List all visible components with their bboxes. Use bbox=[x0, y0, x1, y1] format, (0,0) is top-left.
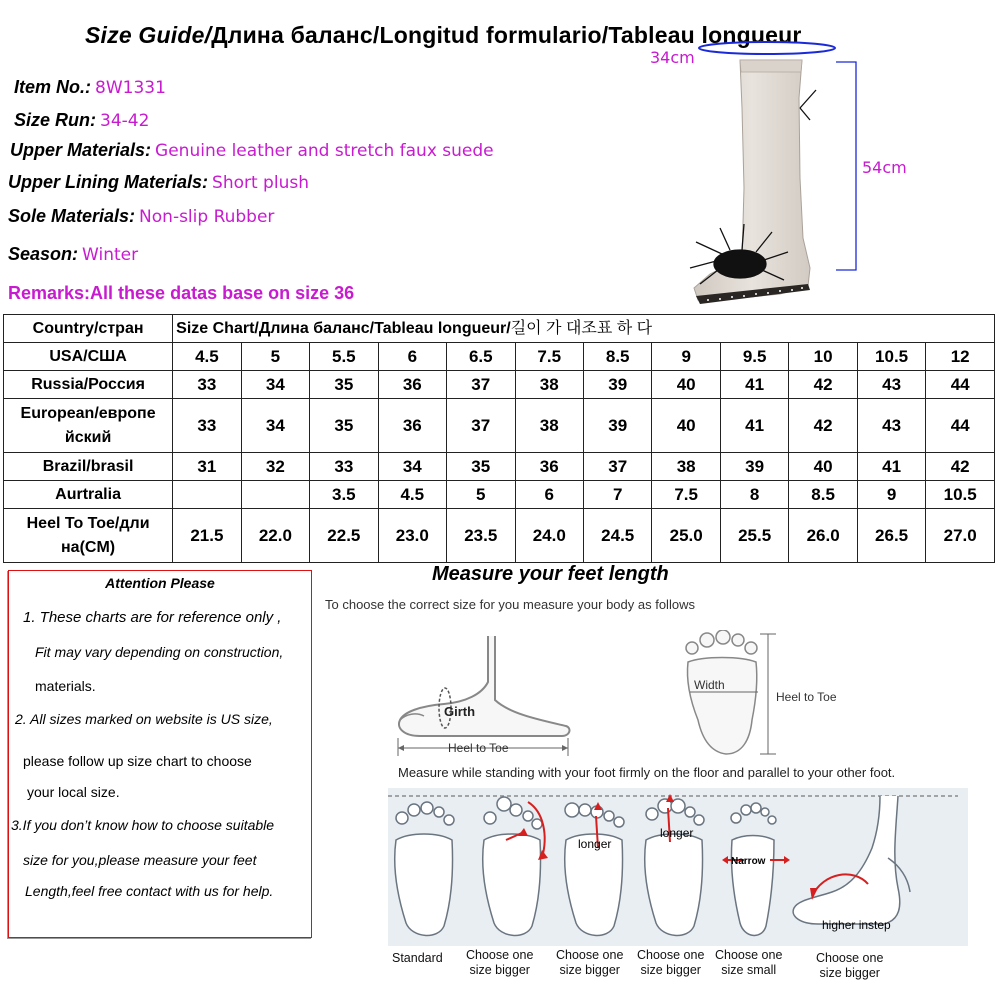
table-row bbox=[4, 509, 995, 563]
table-cell: 38 bbox=[515, 371, 583, 399]
remarks-text: Remarks:All these datas base on size 36 bbox=[8, 283, 355, 303]
attention-line: materials. bbox=[35, 678, 96, 694]
table-cell: 42 bbox=[789, 399, 857, 453]
table-row bbox=[4, 453, 995, 481]
table-cell: 23.5 bbox=[447, 509, 515, 563]
caption-long: Choose one size bigger bbox=[637, 948, 705, 977]
attention-title: Attention Please bbox=[105, 575, 215, 591]
table-cell: 10.5 bbox=[926, 481, 995, 509]
caption-egyptian: Choose one size bigger bbox=[556, 948, 624, 977]
attention-line: Length,feel free contact with us for help. bbox=[25, 883, 274, 899]
row-label-usa: USA/США bbox=[4, 343, 173, 371]
boot-illustration bbox=[660, 38, 870, 316]
table-cell: 37 bbox=[447, 399, 515, 453]
table-cell: 39 bbox=[720, 453, 788, 481]
table-row bbox=[4, 481, 995, 509]
attention-line: your local size. bbox=[27, 784, 120, 800]
table-cell: 41 bbox=[720, 399, 788, 453]
boot-circumference-ellipse bbox=[699, 42, 835, 54]
table-cell: 4.5 bbox=[173, 343, 241, 371]
table-cell: 35 bbox=[310, 399, 378, 453]
table-cell: 9 bbox=[857, 481, 925, 509]
table-cell: 9.5 bbox=[720, 343, 788, 371]
caption-standard: Standard bbox=[392, 951, 443, 965]
narrow-label: Narrow bbox=[731, 856, 766, 867]
table-cell: 6.5 bbox=[447, 343, 515, 371]
table-cell: 5 bbox=[241, 343, 309, 371]
attention-line: please follow up size chart to choose bbox=[23, 753, 252, 769]
table-cell: 41 bbox=[720, 371, 788, 399]
table-cell: 7 bbox=[583, 481, 651, 509]
table-cell: 34 bbox=[378, 453, 446, 481]
girth-label: Girth bbox=[444, 704, 476, 719]
row-label-brazil: Brazil/brasil bbox=[4, 453, 173, 481]
spec-item-no: Item No.: 8W1331 bbox=[14, 77, 166, 98]
attention-line: 2. All sizes marked on website is US size, bbox=[15, 711, 273, 727]
table-cell: 8 bbox=[720, 481, 788, 509]
row-label-russia: Russia/Россия bbox=[4, 371, 173, 399]
page-title: Size Guide/Длина баланс/Longitud formulario/Tableau longueur bbox=[85, 22, 802, 48]
measure-subtitle: To choose the correct size for you measure your body as follows bbox=[325, 597, 695, 612]
table-cell: 35 bbox=[447, 453, 515, 481]
table-cell: 12 bbox=[926, 343, 995, 371]
spec-upper-lining: Upper Lining Materials: Short plush bbox=[8, 172, 309, 193]
table-cell: 31 bbox=[173, 453, 241, 481]
table-cell bbox=[241, 481, 309, 509]
table-cell: 43 bbox=[857, 371, 925, 399]
table-cell: 7.5 bbox=[515, 343, 583, 371]
table-cell: 9 bbox=[652, 343, 720, 371]
table-cell: 33 bbox=[173, 399, 241, 453]
table-cell: 36 bbox=[378, 371, 446, 399]
boot-height-label: 54cm bbox=[862, 158, 907, 177]
table-cell: 37 bbox=[583, 453, 651, 481]
table-cell: 37 bbox=[447, 371, 515, 399]
table-cell: 25.5 bbox=[720, 509, 788, 563]
table-cell: 4.5 bbox=[378, 481, 446, 509]
table-cell: 42 bbox=[789, 371, 857, 399]
spec-sole-materials: Sole Materials: Non-slip Rubber bbox=[8, 206, 275, 227]
attention-box bbox=[8, 570, 312, 938]
table-cell: 44 bbox=[926, 371, 995, 399]
table-cell: 26.5 bbox=[857, 509, 925, 563]
table-cell: 35 bbox=[310, 371, 378, 399]
table-cell: 44 bbox=[926, 399, 995, 453]
attention-line: Fit may vary depending on construction, bbox=[35, 644, 284, 660]
table-cell: 33 bbox=[310, 453, 378, 481]
table-header-row bbox=[4, 315, 995, 343]
spec-upper-materials: Upper Materials: Genuine leather and stretch faux suede bbox=[10, 140, 494, 161]
table-row bbox=[4, 371, 995, 399]
table-cell: 36 bbox=[378, 399, 446, 453]
table-cell: 38 bbox=[515, 399, 583, 453]
spec-size-run: Size Run: 34-42 bbox=[14, 110, 150, 131]
table-cell: 5 bbox=[447, 481, 515, 509]
row-label-australia: Aurtralia bbox=[4, 481, 173, 509]
table-cell: 26.0 bbox=[789, 509, 857, 563]
table-cell: 40 bbox=[789, 453, 857, 481]
table-cell: 33 bbox=[173, 371, 241, 399]
boot-circumference-label: 34cm bbox=[650, 48, 695, 67]
higher-instep-label: higher instep bbox=[822, 918, 891, 932]
row-label-european: European/европе йский bbox=[4, 399, 173, 453]
table-row bbox=[4, 343, 995, 371]
table-cell: 41 bbox=[857, 453, 925, 481]
table-cell: 22.5 bbox=[310, 509, 378, 563]
attention-line: 1. These charts are for reference only , bbox=[23, 609, 282, 626]
table-cell: 40 bbox=[652, 371, 720, 399]
attention-line: 3.If you don’t know how to choose suitable bbox=[11, 817, 275, 833]
table-cell: 39 bbox=[583, 371, 651, 399]
caption-greek: Choose one size bigger bbox=[466, 948, 534, 977]
table-cell: 23.0 bbox=[378, 509, 446, 563]
table-cell: 39 bbox=[583, 399, 651, 453]
table-cell: 10.5 bbox=[857, 343, 925, 371]
table-cell: 22.0 bbox=[241, 509, 309, 563]
measure-note: Measure while standing with your foot firmly on the floor and parallel to your other foot. bbox=[398, 765, 896, 780]
table-cell: 42 bbox=[926, 453, 995, 481]
caption-high-instep: Choose one size bigger bbox=[816, 951, 884, 980]
table-cell: 3.5 bbox=[310, 481, 378, 509]
table-cell: 24.5 bbox=[583, 509, 651, 563]
table-cell: 34 bbox=[241, 399, 309, 453]
table-cell: 5.5 bbox=[310, 343, 378, 371]
table-chart-header: Size Chart/Длина баланс/Tableau longueur/길이 가 대조표 하 다 bbox=[173, 315, 995, 343]
table-cell: 34 bbox=[241, 371, 309, 399]
table-cell: 24.0 bbox=[515, 509, 583, 563]
spec-season: Season: Winter bbox=[8, 244, 139, 265]
table-cell: 36 bbox=[515, 453, 583, 481]
table-corner-cell: Country/стран bbox=[4, 315, 173, 343]
table-cell: 38 bbox=[652, 453, 720, 481]
attention-line: size for you,please measure your feet bbox=[23, 852, 257, 868]
row-label-heel-to-toe: Heel To Toe/дли на(CM) bbox=[4, 509, 173, 563]
table-cell: 32 bbox=[241, 453, 309, 481]
table-cell: 6 bbox=[515, 481, 583, 509]
table-row bbox=[4, 399, 995, 453]
longer-label-1: longer bbox=[578, 837, 612, 851]
heel-to-toe-label: Heel to Toe bbox=[448, 741, 509, 755]
table-cell: 27.0 bbox=[926, 509, 995, 563]
width-label: Width bbox=[694, 678, 725, 692]
table-cell: 43 bbox=[857, 399, 925, 453]
caption-narrow: Choose one size small bbox=[715, 948, 783, 977]
measure-title: Measure your feet length bbox=[432, 563, 669, 585]
table-cell: 8.5 bbox=[583, 343, 651, 371]
table-cell: 7.5 bbox=[652, 481, 720, 509]
table-cell: 10 bbox=[789, 343, 857, 371]
table-cell: 21.5 bbox=[173, 509, 241, 563]
foot-top-diagram bbox=[680, 630, 790, 760]
size-chart-table bbox=[3, 314, 995, 563]
table-cell: 40 bbox=[652, 399, 720, 453]
table-cell: 25.0 bbox=[652, 509, 720, 563]
longer-label-2: longer bbox=[660, 826, 694, 840]
heel-to-toe-label-2: Heel to Toe bbox=[776, 690, 837, 704]
table-cell: 6 bbox=[378, 343, 446, 371]
table-cell: 8.5 bbox=[789, 481, 857, 509]
table-cell bbox=[173, 481, 241, 509]
